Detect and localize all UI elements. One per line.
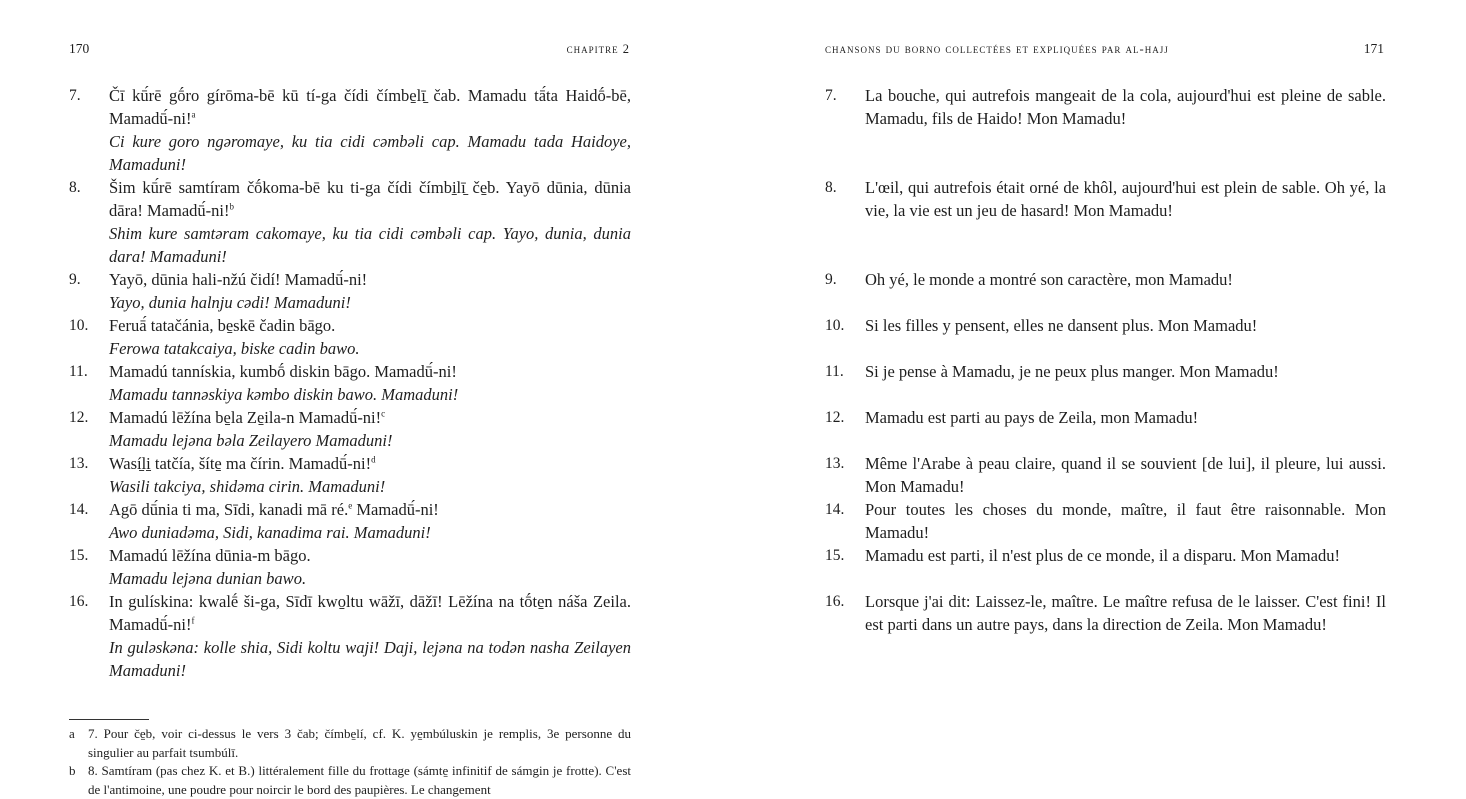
verse-transliteration: Mamadu tannəskiya kəmbo diskin bawo. Mamaduni! <box>109 385 459 404</box>
verse-9-kanuri <box>69 268 631 314</box>
verse-9-french <box>825 268 1386 314</box>
verse-transliteration: In guləskəna: kolle shia, Sidi koltu waji! Daji, lejəna na todən nasha Zeilayen Mamaduni! <box>109 638 631 680</box>
verse-number: 10. <box>825 317 845 334</box>
footnote-ref-e[interactable]: e <box>348 500 353 511</box>
verse-list-right <box>825 84 1386 636</box>
footnote-a: a 7. Pour če̱b, voir ci-dessus le vers 3 čab; čímbe̱lí, cf. K. ye̱mbúluskin je remplis, 3e personne du singulier au parfait tsumbúlī. <box>69 726 631 760</box>
verse-15-french <box>825 544 1386 590</box>
verse-number: 12. <box>825 409 845 426</box>
verse-14-kanuri <box>69 498 631 544</box>
verse-11-kanuri <box>69 360 631 406</box>
verse-number: 13. <box>69 455 89 472</box>
running-head-left: chapitre 2 <box>566 42 630 56</box>
verse-number: 16. <box>825 593 845 610</box>
page-number-right: 171 <box>1363 41 1384 56</box>
verse-transliteration: Mamadu lejəna dunian bawo. <box>109 569 307 588</box>
verse-8-french <box>825 176 1386 268</box>
verse-number: 9. <box>825 271 837 288</box>
verse-transliteration: Mamadu lejəna bəla Zeilayero Mamaduni! <box>109 431 393 450</box>
verse-translation: Si je pense à Mamadu, je ne peux plus manger. Mon Mamadu! <box>865 362 1279 381</box>
verse-text: Mamadú lēžína be̱la Ze̱ila-n Mamadū́-ni!$^c$ <box>109 408 386 427</box>
verse-7-french <box>825 84 1386 176</box>
verse-number: 15. <box>825 547 845 564</box>
verse-number: 7. <box>825 87 837 104</box>
verse-11-french <box>825 360 1386 406</box>
verse-13-french <box>825 452 1386 498</box>
verse-translation: Pour toutes les choses du monde, maître, il faut être raisonnable. Mon Mamadu! <box>865 500 1386 542</box>
verse-number: 15. <box>69 547 89 564</box>
verse-text: Agō dū́nia ti ma, Sīdi, kanadi mā ré.$^e$ Mamadū́-ni! <box>109 500 439 519</box>
verse-translation: Si les filles y pensent, elles ne dansent plus. Mon Mamadu! <box>865 316 1258 335</box>
verse-transliteration: Yayo, dunia halnju cədi! Mamaduni! <box>109 293 351 312</box>
right-page <box>733 0 1466 798</box>
verse-transliteration: Shim kure samtəram cakomaye, ku tia cidi cəmbəli cap. Yayo, dunia, dunia dara! Mamaduni! <box>109 224 631 266</box>
verse-number: 13. <box>825 455 845 472</box>
verse-13-kanuri <box>69 452 631 498</box>
footnote-divider <box>69 719 149 720</box>
verse-number: 8. <box>825 179 837 196</box>
verse-12-kanuri <box>69 406 631 452</box>
verse-16-kanuri <box>69 590 631 682</box>
verse-text: Šim kū́rē samtíram čṓkoma-bē ku ti-ga čídi čímbi̱lī̱ če̱b. Yayō dūnia, dūnia dāra! Mamadū́-ni!$^b$ <box>109 178 631 220</box>
verse-text: Feruā́ tatačánia, be̱skē čadin bāgo. <box>109 316 336 335</box>
verse-10-french <box>825 314 1386 360</box>
verse-text: In gulískina: kwalḗ ši-ga, Sīdī kwo̱ltu wāžī, dāžī! Lēžína na tṓte̱n náša Zeila. Mamadū́-ni!$^f$ <box>109 592 631 634</box>
verse-number: 9. <box>69 271 81 288</box>
verse-number: 14. <box>69 501 89 518</box>
footnote-ref-c[interactable]: c <box>381 408 386 419</box>
verse-translation: Même l'Arabe à peau claire, quand il se souvient [de lui], il pleure, lui aussi. Mon Mamadu! <box>865 454 1386 496</box>
footnote-b: b 8. Samtíram (pas chez K. et B.) littéralement fille du frottage (sámte̱ infinitif de sámgin je frotte). C'est de l'antimoine, une poudre pour noircir le bord des paupières. Le changement <box>69 763 631 797</box>
verse-16-french <box>825 590 1386 636</box>
verse-number: 8. <box>69 179 81 196</box>
verse-transliteration: Ci kure goro ngəromaye, ku tia cidi cəmbəli cap. Mamadu tada Haidoye, Mamaduni! <box>109 132 631 174</box>
verse-translation: La bouche, qui autrefois mangeait de la cola, aujourd'hui est pleine de sable. Mamadu, fils de Haido! Mon Mamadu! <box>865 86 1386 128</box>
verse-translation: Mamadu est parti, il n'est plus de ce monde, il a disparu. Mon Mamadu! <box>865 546 1340 565</box>
verse-text: Yayō, dūnia hali-nžú čidí! Mamadū́-ni! <box>109 270 368 289</box>
verse-number: 11. <box>69 363 88 380</box>
verse-text: Čī kū́rē gṓro gírōma-bē kū tí-ga čídi čímbe̱lī̱ čab. Mamadu tā́ta Haidṓ-bē, Mamadū́-ni!$^a$ <box>109 86 631 128</box>
verse-number: 12. <box>69 409 89 426</box>
left-page <box>0 0 733 798</box>
verse-7-kanuri <box>69 84 631 176</box>
footnote-ref-d[interactable]: d <box>371 454 376 465</box>
verse-text: Mamadú lēžína dūnia-m bāgo. <box>109 546 311 565</box>
page-number-left: 170 <box>69 41 90 56</box>
verse-number: 10. <box>69 317 89 334</box>
verse-8-kanuri <box>69 176 631 268</box>
footnote-ref-a[interactable]: a <box>191 109 196 120</box>
footnotes <box>69 725 631 799</box>
verse-number: 16. <box>69 593 89 610</box>
running-head-right: chansons du borno collectées et expliquées par al-hajj <box>825 42 1169 56</box>
verse-10-kanuri <box>69 314 631 360</box>
verse-number: 14. <box>825 501 845 518</box>
verse-14-french <box>825 498 1386 544</box>
verse-transliteration: Wasili takciya, shidəma cirin. Mamaduni! <box>109 477 386 496</box>
verse-15-kanuri <box>69 544 631 590</box>
verse-translation: L'œil, qui autrefois était orné de khôl, aujourd'hui est plein de sable. Oh yé, la vie, la vie est un jeu de hasard! Mon Mamadu! <box>865 178 1386 220</box>
verse-transliteration: Awo duniadəma, Sidi, kanadima rai. Mamaduni! <box>109 523 431 542</box>
footnote-ref-f[interactable]: f <box>191 615 195 626</box>
verse-transliteration: Ferowa tatakcaiya, biske cadin bawo. <box>109 339 360 358</box>
verse-number: 11. <box>825 363 844 380</box>
verse-translation: Lorsque j'ai dit: Laissez-le, maître. Le maître refusa de le laisser. C'est fini! Il est parti dans un autre pays, dans la direction de Zeila. Mon Mamadu! <box>865 592 1386 634</box>
footnote-ref-b[interactable]: b <box>229 201 234 212</box>
verse-translation: Mamadu est parti au pays de Zeila, mon Mamadu! <box>865 408 1199 427</box>
verse-list-left <box>69 84 631 682</box>
verse-number: 7. <box>69 87 81 104</box>
verse-12-french <box>825 406 1386 452</box>
verse-translation: Oh yé, le monde a montré son caractère, mon Mamadu! <box>865 270 1233 289</box>
verse-text: Mamadú tannískia, kumbṓ diskin bāgo. Mamadū́-ni! <box>109 362 457 381</box>
verse-text: Wasí̱li̱ tatčía, šíte̱ ma čírin. Mamadū́-ni!$^d$ <box>109 454 376 473</box>
